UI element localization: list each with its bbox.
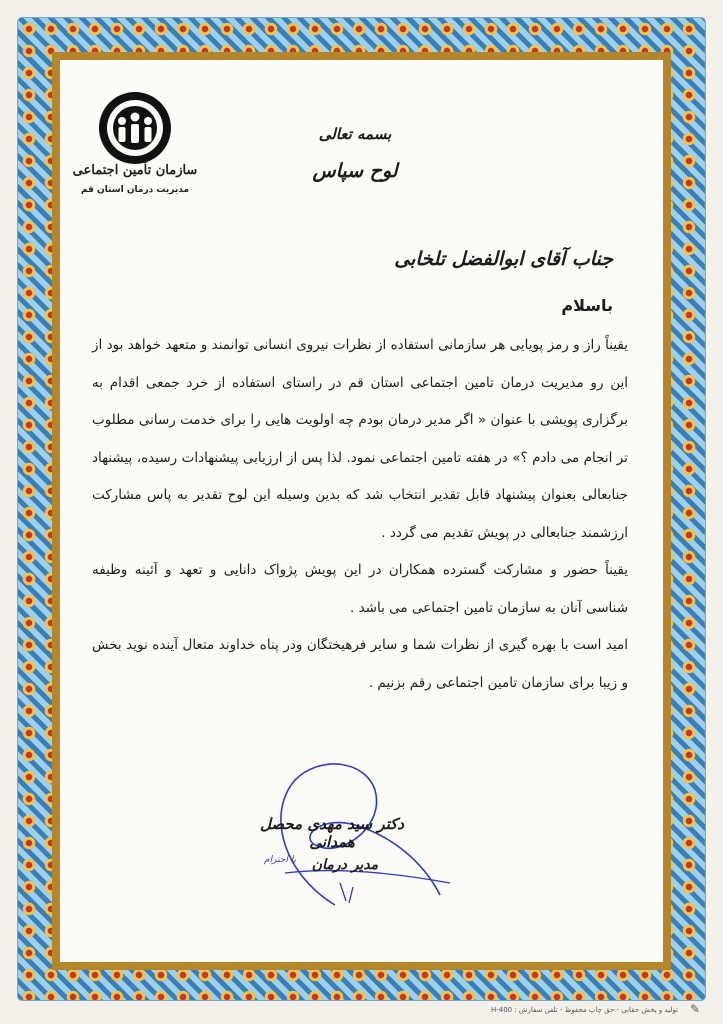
letter-body (92, 327, 628, 702)
certificate-title: لوح سپاس (312, 160, 398, 182)
invocation-heading: بسمه تعالی (318, 125, 392, 143)
signer-name: دکتر سید مهدی محصل همدانی (260, 815, 404, 851)
greeting: باسلام (561, 296, 613, 315)
paragraph-3: امید است با بهره گیری از نظرات شما و سایر فرهیختگان ودر پناه خداوند متعال آینده نوید بخش و زیبا برای سازمان تامین اجتماعی رقم بزنیم . (92, 637, 628, 691)
logo-emblem-icon (95, 88, 175, 168)
paragraph-2: یقیناً حضور و مشارکت گسترده همکاران در این پویش پژواک دانایی و تعهد و آئینه وظیفه شناسی آنان به سازمان تامین اجتماعی می باشد . (92, 562, 628, 616)
organization-name: سازمان تأمین اجتماعی (72, 163, 198, 178)
paragraph-1: یقیناً راز و رمز پویایی هر سازمانی استفاده از نظرات نیروی انسانی توانمند و متعهد خواهد بود از این رو مدیریت درمان تامین اجتماعی استان قم در راستای استفاده از خرد جمعی اقدام به برگزاری پویشی با عنوان « اگر مدیر درمان بودم چه اولویت هایی را برای خدمت رسانی مطلوب تر انجام می دادم ؟» در هفته تامین اجتماعی نمود. لذا پس از ارزیابی پیشنهادات رسیده، پیشنهاد جنابعالی بعنوان پیشنهاد قابل تقدیر انتخاب شد که بدین وسیله این لوح تقدیر به پاس مشارکت ارزشمند جنابعالی در پویش تقدیم می گردد . (92, 337, 628, 541)
organization-subtitle: مدیریت درمان استان قم (80, 185, 190, 195)
print-footer: تولید و پخش حقانی - حق چاپ محفوظ - تلفن سفارش : H-400 (490, 1006, 678, 1014)
signer-title: مدیر درمان (311, 857, 379, 873)
printer-mark-icon: ✎ (689, 1002, 701, 1016)
handwritten-note: با احترام (264, 855, 296, 865)
addressee: جناب آقای ابوالفضل تلخابی (394, 248, 613, 270)
